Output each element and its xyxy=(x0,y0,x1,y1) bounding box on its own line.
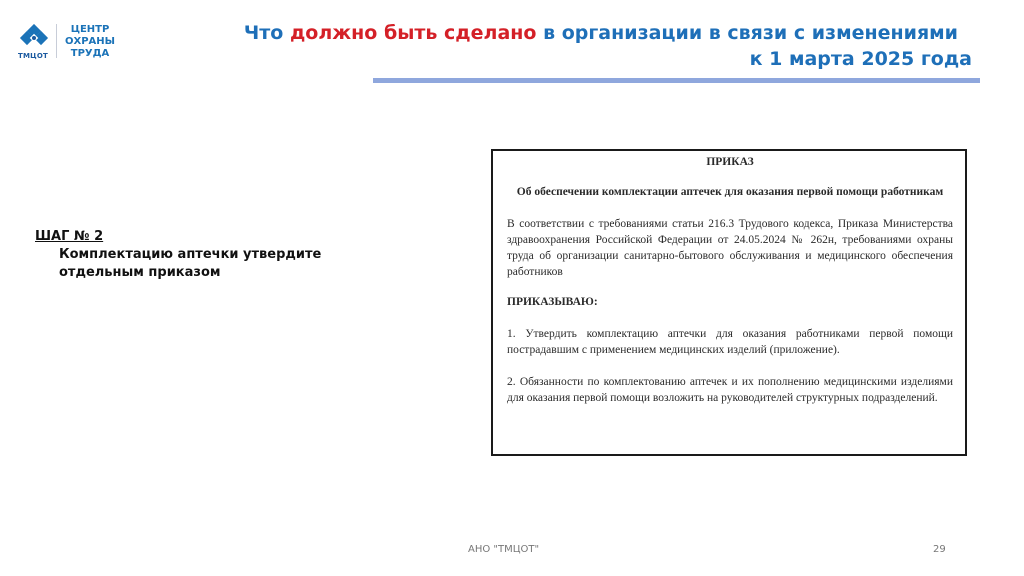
page-number: 29 xyxy=(933,544,946,555)
title-underline-bar xyxy=(373,78,980,83)
logo xyxy=(18,24,115,60)
logo-divider xyxy=(56,24,57,58)
title-line-2: к 1 марта 2025 года xyxy=(749,48,972,70)
logo-emblem-icon xyxy=(18,24,50,60)
logo-abbr: ТМЦОТ xyxy=(18,52,48,60)
order-item-2: 2. Обязанности по комплектованию аптечек и их пополнению медицинскими изделиями для оказания первой помощи возложить на руководителей структурных подразделений. xyxy=(507,376,953,404)
logo-line-3: ТРУДА xyxy=(70,48,110,59)
step-text: Комплектацию аптечки утвердите отдельным приказом xyxy=(59,247,322,280)
footer-org: АНО "ТМЦОТ" xyxy=(468,544,540,555)
order-heading: ПРИКАЗ xyxy=(706,156,754,168)
order-subject: Об обеспечении комплектации аптечек для оказания первой помощи работникам xyxy=(516,186,944,198)
title-highlight: должно быть сделано xyxy=(289,22,537,44)
order-item-1: 1. Утвердить комплектацию аптечки для оказания работниками первой помощи пострадавшим с применением медицинских изделий (приложение). xyxy=(507,328,953,356)
title-part-1: Что xyxy=(243,22,290,44)
title-line-1 xyxy=(244,20,958,46)
step-heading: ШАГ № 2 xyxy=(35,229,104,244)
order-command: ПРИКАЗЫВАЮ: xyxy=(507,296,598,308)
logo-text xyxy=(65,24,115,60)
logo-line-1: ЦЕНТР xyxy=(70,24,110,35)
slide-title xyxy=(244,20,972,72)
step-block xyxy=(35,228,399,282)
order-document xyxy=(491,149,967,456)
order-preamble: В соответствии с требованиями статьи 216.3 Трудового кодекса, Приказа Министерства здравоохранения Российской Федерации от 24.05.2024 № 262н, требованиями охраны труда об организации санитарно-бытового обслуживания и медицинского обеспечения работников xyxy=(507,218,953,278)
logo-line-2: ОХРАНЫ xyxy=(65,36,116,47)
title-part-2: в организации в связи с изменениями xyxy=(536,22,958,44)
